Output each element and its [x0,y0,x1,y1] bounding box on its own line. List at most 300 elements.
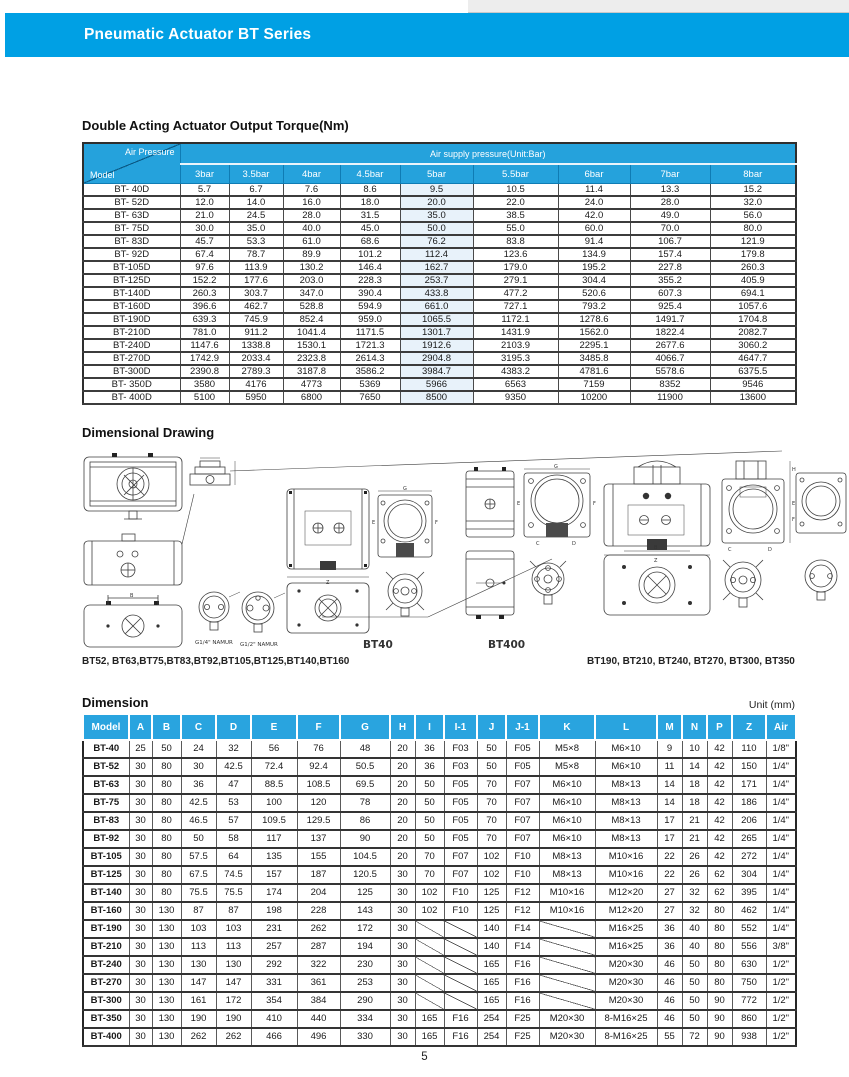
dimension-cell: F16 [506,974,539,992]
dimension-cell [415,992,444,1010]
model-cell: BT-190D [83,313,180,326]
dimension-cell: 1/2" [766,992,796,1010]
dimension-cell: 80 [152,884,181,902]
torque-cell: 40.0 [283,222,340,235]
torque-cell: 3485.8 [558,352,630,365]
dimension-cell: M5×8 [539,740,595,758]
dimension-cell: F10 [444,884,477,902]
dimension-column-header: I [415,714,444,740]
torque-cell: 2789.3 [229,365,283,378]
dimension-cell: M8×13 [539,866,595,884]
dimension-cell: 102 [477,866,506,884]
torque-cell: 130.2 [283,261,340,274]
torque-cell: 228.3 [340,274,400,287]
dimension-cell: 42.5 [181,794,216,812]
dimension-cell: 130 [152,1028,181,1046]
dim-letter-g2: G [554,464,558,470]
dimension-cell [415,920,444,938]
torque-cell: 22.0 [473,196,558,209]
dimension-cell: 53 [216,794,251,812]
dimension-cell: 30 [390,902,415,920]
torque-cell: 152.2 [180,274,229,287]
dimension-cell: 20 [390,794,415,812]
model-cell: BT-140 [83,884,129,902]
dimension-cell: M10×16 [595,866,657,884]
torque-cell: 2390.8 [180,365,229,378]
torque-cell: 5950 [229,391,283,404]
dimension-cell: 262 [181,1028,216,1046]
dimension-cell: F05 [506,740,539,758]
dimension-cell: 206 [732,812,766,830]
dimension-column-header: J-1 [506,714,539,740]
dimension-cell: 30 [390,1010,415,1028]
torque-cell: 45.7 [180,235,229,248]
torque-row [83,196,796,209]
dimension-cell: 62 [707,884,732,902]
dimension-cell: 58 [216,830,251,848]
dimension-cell: 30 [390,920,415,938]
dimension-cell: 87 [181,902,216,920]
pressure-column-header: 6bar [558,164,630,184]
dimension-cell [444,920,477,938]
torque-cell: 2904.8 [400,352,473,365]
dimension-cell: 395 [732,884,766,902]
dimension-cell: 30 [129,848,152,866]
dimension-row [83,794,796,812]
dimension-cell: 137 [297,830,340,848]
dimension-cell: F07 [506,776,539,794]
dim-letter-e2: E [517,501,521,507]
torque-cell: 5.7 [180,184,229,197]
pressure-column-header: 7bar [630,164,710,184]
dimension-cell: 50.5 [340,758,390,776]
dimension-cell: 25 [129,740,152,758]
dimension-cell: 135 [251,848,297,866]
dimension-cell: 80 [707,974,732,992]
torque-cell: 781.0 [180,326,229,339]
dimension-cell: 30 [129,974,152,992]
torque-row [83,261,796,274]
torque-cell: 959.0 [340,313,400,326]
model-cell: BT- 92D [83,248,180,261]
dimension-cell: F03 [444,740,477,758]
dimension-cell: M6×10 [595,740,657,758]
caption-large-models: BT190, BT210, BT240, BT270, BT300, BT350 [587,656,795,667]
dim-letter-c: C [536,541,540,547]
torque-cell: 5100 [180,391,229,404]
torque-cell: 661.0 [400,300,473,313]
dimension-cell: 46 [657,956,682,974]
dimension-cell: 410 [251,1010,297,1028]
dimension-cell: 40 [682,920,707,938]
dimension-column-header: C [181,714,216,740]
dimension-cell [539,956,595,974]
torque-cell: 101.2 [340,248,400,261]
dimension-cell: 20 [390,812,415,830]
dimension-cell: 88.5 [251,776,297,794]
torque-cell: 2082.7 [710,326,796,339]
model-cell: BT-350 [83,1010,129,1028]
dimension-cell [539,992,595,1010]
dimension-cell: 80 [152,776,181,794]
dim-letter-f3: F [792,517,795,523]
dimension-cell: 161 [181,992,216,1010]
dimension-cell: M20×30 [539,1028,595,1046]
dimension-cell: 1/4" [766,776,796,794]
model-cell: BT- 75D [83,222,180,235]
torque-cell: 745.9 [229,313,283,326]
dimension-cell [415,938,444,956]
dimension-cell: 190 [181,1010,216,1028]
dimension-cell: 110 [732,740,766,758]
dimension-cell: 103 [181,920,216,938]
torque-cell: 179.8 [710,248,796,261]
dimension-cell: M20×30 [595,992,657,1010]
dimension-row [83,956,796,974]
dimension-cell: 130 [216,956,251,974]
dimension-cell: 172 [216,992,251,1010]
torque-cell: 14.0 [229,196,283,209]
torque-cell: 13600 [710,391,796,404]
torque-cell: 2033.4 [229,352,283,365]
dimension-cell: 36 [415,740,444,758]
dimension-cell: 36 [657,938,682,956]
model-cell: BT-160 [83,902,129,920]
dimension-cell: 21 [682,830,707,848]
corner-header-cell [83,143,180,184]
dimension-cell: 80 [152,812,181,830]
torque-cell: 83.8 [473,235,558,248]
dimension-row [83,920,796,938]
dimension-cell: 26 [682,866,707,884]
bt40-label: BT40 [363,639,393,651]
dimension-cell: M20×30 [595,956,657,974]
dimension-cell: 80 [707,956,732,974]
torque-cell: 3984.7 [400,365,473,378]
dimension-cell: 466 [251,1028,297,1046]
torque-cell: 607.3 [630,287,710,300]
torque-cell: 528.8 [283,300,340,313]
dimension-column-header: Model [83,714,129,740]
dimension-cell: 80 [152,794,181,812]
dimension-cell: 292 [251,956,297,974]
dimension-cell: 42 [707,776,732,794]
dimension-cell: 165 [477,992,506,1010]
torque-cell: 4066.7 [630,352,710,365]
torque-cell: 3060.2 [710,339,796,352]
model-cell: BT-210 [83,938,129,956]
dimension-cell: M6×10 [539,776,595,794]
dimension-cell: 174 [251,884,297,902]
dimension-cell: 253 [340,974,390,992]
torque-cell: 1562.0 [558,326,630,339]
dimension-cell: 50 [415,830,444,848]
torque-cell: 76.2 [400,235,473,248]
dimension-cell: F16 [506,992,539,1010]
dimension-cell: 440 [297,1010,340,1028]
dimension-cell: 100 [251,794,297,812]
torque-cell: 6563 [473,378,558,391]
dimension-cell: 30 [129,1028,152,1046]
dimension-column-header: G [340,714,390,740]
dimension-column-header: K [539,714,595,740]
torque-cell: 852.4 [283,313,340,326]
dimension-cell: 155 [297,848,340,866]
dimension-cell: 30 [129,992,152,1010]
dimension-column-header: N [682,714,707,740]
torque-cell: 11900 [630,391,710,404]
dimension-table-header [83,714,796,740]
torque-cell: 21.0 [180,209,229,222]
torque-cell: 6375.5 [710,365,796,378]
dimension-cell: 87 [216,902,251,920]
dimension-cell: 1/2" [766,1028,796,1046]
torque-cell: 405.9 [710,274,796,287]
torque-cell: 78.7 [229,248,283,261]
dimension-cell: 262 [216,1028,251,1046]
model-cell: BT-83 [83,812,129,830]
dimensional-drawing [82,449,848,651]
dimension-column-header: A [129,714,152,740]
dimension-cell: 165 [415,1028,444,1046]
dimension-cell: 108.5 [297,776,340,794]
dimension-cell: 334 [340,1010,390,1028]
torque-cell: 56.0 [710,209,796,222]
caption-small-models: BT52, BT63,BT75,BT83,BT92,BT105,BT125,BT140,BT160 [82,656,350,667]
dimension-cell: 70 [477,776,506,794]
dimension-cell: 147 [216,974,251,992]
torque-cell: 112.4 [400,248,473,261]
torque-cell: 925.4 [630,300,710,313]
torque-table-header [83,143,796,184]
torque-cell: 1721.3 [340,339,400,352]
model-cell: BT-75 [83,794,129,812]
drawing-captions [82,656,795,671]
dimension-cell: 102 [477,848,506,866]
torque-cell: 279.1 [473,274,558,287]
torque-cell: 6.7 [229,184,283,197]
dimension-cell: 272 [732,848,766,866]
torque-table-body [83,184,796,405]
dimension-cell: 462 [732,902,766,920]
torque-cell: 9.5 [400,184,473,197]
dimension-cell: 92.4 [297,758,340,776]
torque-row [83,300,796,313]
dimension-cell: 42 [707,812,732,830]
dimension-cell: 17 [657,812,682,830]
dimension-cell: 20 [390,776,415,794]
model-cell: BT- 40D [83,184,180,197]
torque-row [83,352,796,365]
dimension-cell: 1/2" [766,974,796,992]
torque-row [83,222,796,235]
dimension-cell: 30 [129,902,152,920]
model-cell: BT-300D [83,365,180,378]
torque-cell: 390.4 [340,287,400,300]
dimension-cell: 186 [732,794,766,812]
unit-label: Unit (mm) [748,699,795,711]
dimension-cell: 1/4" [766,902,796,920]
torque-cell: 35.0 [229,222,283,235]
dimension-cell: 1/4" [766,758,796,776]
torque-cell: 520.6 [558,287,630,300]
dimension-cell: 50 [682,992,707,1010]
dimension-cell: 120.5 [340,866,390,884]
torque-cell: 179.0 [473,261,558,274]
dimension-cell: F14 [506,920,539,938]
torque-cell: 91.4 [558,235,630,248]
dimension-cell: 42 [707,740,732,758]
dimension-cell [444,956,477,974]
dimension-cell: 130 [152,956,181,974]
torque-row [83,274,796,287]
model-cell: BT-400 [83,1028,129,1046]
dimension-cell [415,956,444,974]
dimension-cell: 30 [129,830,152,848]
dimension-cell: 14 [657,794,682,812]
torque-cell: 4647.7 [710,352,796,365]
dimension-cell: 1/4" [766,812,796,830]
namur-half-label: G1/2" NAMUR [240,642,278,648]
dimension-cell: 80 [152,830,181,848]
dimension-cell: 32 [682,884,707,902]
dim-letter-f2: F [593,501,596,507]
dimension-column-header: P [707,714,732,740]
pressure-columns-row [83,164,796,184]
dimension-row [83,830,796,848]
torque-cell: 477.2 [473,287,558,300]
dimension-cell: 55 [657,1028,682,1046]
torque-cell: 8500 [400,391,473,404]
dimension-cell: 30 [390,974,415,992]
dimension-cell: M6×10 [539,812,595,830]
model-cell: BT-125 [83,866,129,884]
dim-letter-z: Z [326,580,330,586]
pressure-column-header: 5bar [400,164,473,184]
torque-cell: 123.6 [473,248,558,261]
dimension-cell: 109.5 [251,812,297,830]
dimension-cell: 90 [707,1028,732,1046]
page-title: Pneumatic Actuator BT Series [84,26,312,43]
dimension-cell: 30 [129,866,152,884]
torque-cell: 253.7 [400,274,473,287]
dimension-cell: 14 [682,758,707,776]
torque-cell: 911.2 [229,326,283,339]
namur-quarter-label: G1/4" NAMUR [195,640,233,646]
dimension-cell: 30 [129,794,152,812]
dimension-cell: 75.5 [216,884,251,902]
dimension-cell: 254 [477,1010,506,1028]
dimension-cell: 171 [732,776,766,794]
dimension-cell: 30 [390,1028,415,1046]
dimension-cell: 46 [657,974,682,992]
torque-cell: 18.0 [340,196,400,209]
corner-model-label: Model [90,170,115,180]
dimension-cell: 20 [390,848,415,866]
dimension-cell: 125 [477,902,506,920]
dimension-column-header: J [477,714,506,740]
torque-cell: 396.6 [180,300,229,313]
torque-cell: 4773 [283,378,340,391]
dimension-cell: 22 [657,848,682,866]
torque-cell: 3195.3 [473,352,558,365]
dimension-row [83,776,796,794]
dimension-cell: 30 [129,956,152,974]
torque-cell: 4781.6 [558,365,630,378]
dimension-cell: 27 [657,902,682,920]
dimension-cell [444,992,477,1010]
bt400-label: BT400 [488,639,526,651]
torque-cell: 38.5 [473,209,558,222]
dimension-cell [539,974,595,992]
dimension-cell: 18 [682,794,707,812]
torque-cell: 60.0 [558,222,630,235]
torque-cell: 28.0 [283,209,340,222]
dimension-cell: F12 [506,884,539,902]
dimension-cell: M5×8 [539,758,595,776]
dimension-cell [539,938,595,956]
dimension-cell: 36 [415,758,444,776]
dimension-cell: 74.5 [216,866,251,884]
dimension-cell: 30 [129,758,152,776]
model-cell: BT-300 [83,992,129,1010]
dimension-cell: 30 [181,758,216,776]
dimension-cell: 80 [707,902,732,920]
torque-cell: 89.9 [283,248,340,261]
dim-letter-d2: D [768,547,772,553]
dimension-cell: 630 [732,956,766,974]
dimension-cell: 50 [152,740,181,758]
corner-air-pressure-label: Air Pressure [124,147,175,157]
torque-row [83,248,796,261]
pressure-column-header: 3bar [180,164,229,184]
dimension-cell: M6×10 [595,758,657,776]
torque-cell: 30.0 [180,222,229,235]
dimension-cell: 70 [477,812,506,830]
dimension-cell: 57.5 [181,848,216,866]
dimension-cell: F16 [506,956,539,974]
dimension-cell: 287 [297,938,340,956]
dimension-cell: F10 [444,902,477,920]
torque-cell: 355.2 [630,274,710,287]
torque-cell: 1278.6 [558,313,630,326]
actuator-technical-drawing [82,449,848,651]
dimension-cell: 90 [707,992,732,1010]
dimension-cell: 48 [340,740,390,758]
dimension-cell: 80 [152,848,181,866]
torque-row [83,184,796,197]
torque-cell: 9350 [473,391,558,404]
dimension-cell: 190 [216,1010,251,1028]
dimension-cell: 129.5 [297,812,340,830]
dimension-cell: M12×20 [595,884,657,902]
dimension-cell: 70 [415,848,444,866]
dimension-cell: 80 [707,938,732,956]
torque-cell: 303.7 [229,287,283,300]
dimension-cell: 30 [129,1010,152,1028]
dimension-cell [415,974,444,992]
dimension-cell: M8×13 [595,794,657,812]
dimension-cell: 125 [477,884,506,902]
dimension-cell: 42 [707,758,732,776]
dimension-cell: 102 [415,902,444,920]
model-cell: BT-240 [83,956,129,974]
dimension-cell: 230 [340,956,390,974]
torque-cell: 49.0 [630,209,710,222]
dimension-cell: 86 [340,812,390,830]
dimension-cell: 30 [390,938,415,956]
dimension-cell: 117 [251,830,297,848]
